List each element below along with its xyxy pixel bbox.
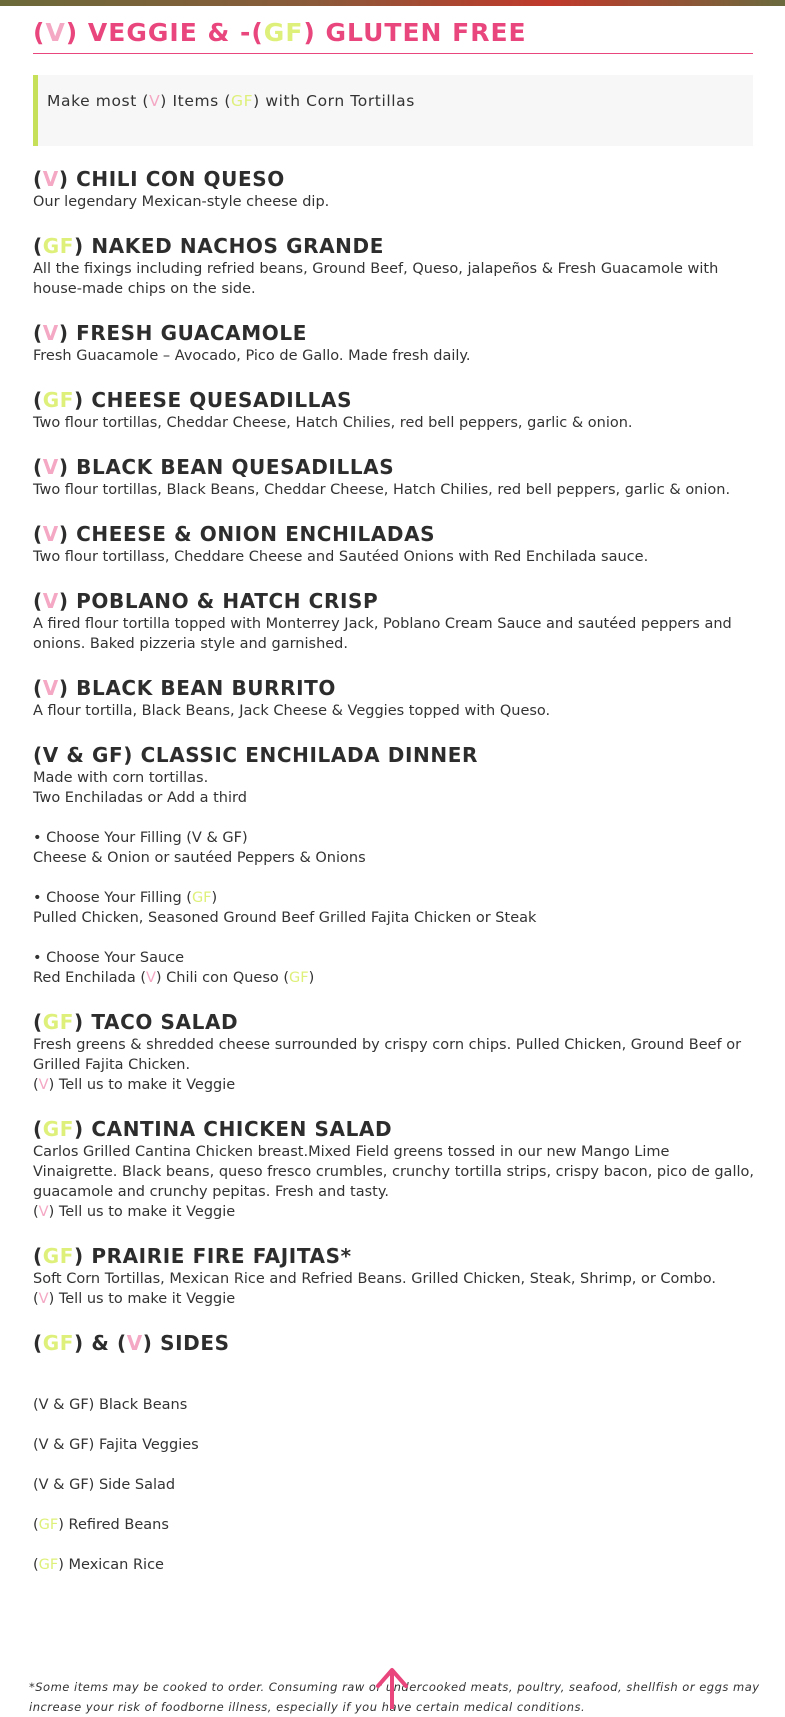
item-title: (V) CHEESE & ONION ENCHILADAS <box>33 522 436 546</box>
item-description: Our legendary Mexican-style cheese dip. <box>33 194 330 210</box>
filling-options: Pulled Chicken, Seasoned Ground Beef Grilled Fajita Chicken or Steak <box>33 910 537 926</box>
sides-heading <box>33 1330 758 1356</box>
veggie-note: (V) Tell us to make it Veggie <box>33 1291 236 1307</box>
menu-item-poblano-hatch-crisp <box>33 588 758 654</box>
item-title: (GF) CHEESE QUESADILLAS <box>33 388 353 412</box>
side-item: (GF) Refired Beans <box>33 1517 169 1533</box>
item-description: Two flour tortillas, Cheddar Cheese, Hatch Chilies, red bell peppers, garlic & onion. <box>33 415 633 431</box>
veggie-note: (V) Tell us to make it Veggie <box>33 1204 236 1220</box>
item-description: Carlos Grilled Cantina Chicken breast.Mixed Field greens tossed in our new Mango Lime Vinaigrette. Black beans, queso fresco crumbles, crunchy tortilla strips, crispy bacon, pico de gallo, guacamole and crunchy pepitas. Fresh and tasty. <box>33 1144 754 1200</box>
veggie-note: (V) Tell us to make it Veggie <box>33 1077 236 1093</box>
menu-item-chili-con-queso <box>33 166 758 212</box>
item-description: Fresh Guacamole – Avocado, Pico de Gallo. Made fresh daily. <box>33 348 471 364</box>
arrow-up-icon <box>372 1664 412 1709</box>
menu-item-classic-enchilada-dinner <box>33 742 758 988</box>
menu-item-black-bean-quesadillas <box>33 454 758 500</box>
item-title: (V & GF) CLASSIC ENCHILADA DINNER <box>33 743 478 767</box>
item-description <box>33 768 758 988</box>
item-title: (V) CHILI CON QUESO <box>33 167 285 191</box>
menu-item-black-bean-burrito <box>33 675 758 721</box>
sauce-options: Red Enchilada (V) Chili con Queso (GF) <box>33 970 315 986</box>
note-text: Make most (V) Items (GF) with Corn Tortillas <box>47 92 415 110</box>
enchilada-line: Two Enchiladas or Add a third <box>33 790 247 806</box>
item-description: All the fixings including refried beans, Ground Beef, Queso, jalapeños & Fresh Guacamole with house-made chips on the side. <box>33 261 719 297</box>
filling-heading: • Choose Your Filling (V & GF) <box>33 830 248 846</box>
item-title: (GF) NAKED NACHOS GRANDE <box>33 234 384 258</box>
menu-item-taco-salad <box>33 1009 758 1095</box>
side-item: (V & GF) Fajita Veggies <box>33 1437 199 1453</box>
header-image-strip <box>0 0 785 6</box>
side-item: (V & GF) Black Beans <box>33 1397 188 1413</box>
menu-item-naked-nachos-grande <box>33 233 758 299</box>
item-title: (GF) PRAIRIE FIRE FAJITAS* <box>33 1244 352 1268</box>
item-title: (V) FRESH GUACAMOLE <box>33 321 307 345</box>
item-description: Two flour tortillass, Cheddare Cheese and Sautéed Onions with Red Enchilada sauce. <box>33 549 649 565</box>
item-title: (V) BLACK BEAN QUESADILLAS <box>33 455 395 479</box>
menu-item-cantina-chicken-salad <box>33 1116 758 1222</box>
menu-item-fresh-guacamole <box>33 320 758 366</box>
item-title: (V) POBLANO & HATCH CRISP <box>33 589 379 613</box>
item-title: (V) BLACK BEAN BURRITO <box>33 676 337 700</box>
enchilada-line: Made with corn tortillas. <box>33 770 209 786</box>
side-item: (GF) Mexican Rice <box>33 1557 164 1573</box>
item-description: Fresh greens & shredded cheese surrounded by crispy corn chips. Pulled Chicken, Ground Beef or Grilled Fajita Chicken. <box>33 1037 742 1073</box>
filling-heading: • Choose Your Filling (GF) <box>33 890 218 906</box>
food-safety-disclaimer: *Some items may be cooked to order. Consuming raw or undercooked meats, poultry, seafood, shellfish or eggs may increase your risk of foodborne illness, especially if you have certain medical conditions. <box>29 1680 760 1714</box>
menu-item-cheese-onion-enchiladas <box>33 521 758 567</box>
filling-options: Cheese & Onion or sautéed Peppers & Onions <box>33 850 366 866</box>
title-divider <box>33 53 753 54</box>
item-description: A fired flour tortilla topped with Monterrey Jack, Poblano Cream Sauce and sautéed peppers and onions. Baked pizzeria style and garnished. <box>33 616 732 652</box>
item-title: (GF) CANTINA CHICKEN SALAD <box>33 1117 393 1141</box>
item-title: (GF) & (V) SIDES <box>33 1331 230 1355</box>
side-item: (V & GF) Side Salad <box>33 1477 176 1493</box>
menu-item-cheese-quesadillas <box>33 387 758 433</box>
menu-item-prairie-fire-fajitas <box>33 1243 758 1309</box>
sauce-heading: • Choose Your Sauce <box>33 950 185 966</box>
corn-tortilla-note <box>33 75 753 146</box>
item-description: Two flour tortillas, Black Beans, Cheddar Cheese, Hatch Chilies, red bell peppers, garlic & onion. <box>33 482 731 498</box>
page-title: (V) VEGGIE & -(GF) GLUTEN FREE <box>33 18 527 47</box>
scroll-to-top-button[interactable] <box>372 1664 412 1709</box>
item-title: (GF) TACO SALAD <box>33 1010 239 1034</box>
item-description: Soft Corn Tortillas, Mexican Rice and Refried Beans. Grilled Chicken, Steak, Shrimp, or Combo. <box>33 1271 716 1287</box>
item-description: A flour tortilla, Black Beans, Jack Cheese & Veggies topped with Queso. <box>33 703 551 719</box>
